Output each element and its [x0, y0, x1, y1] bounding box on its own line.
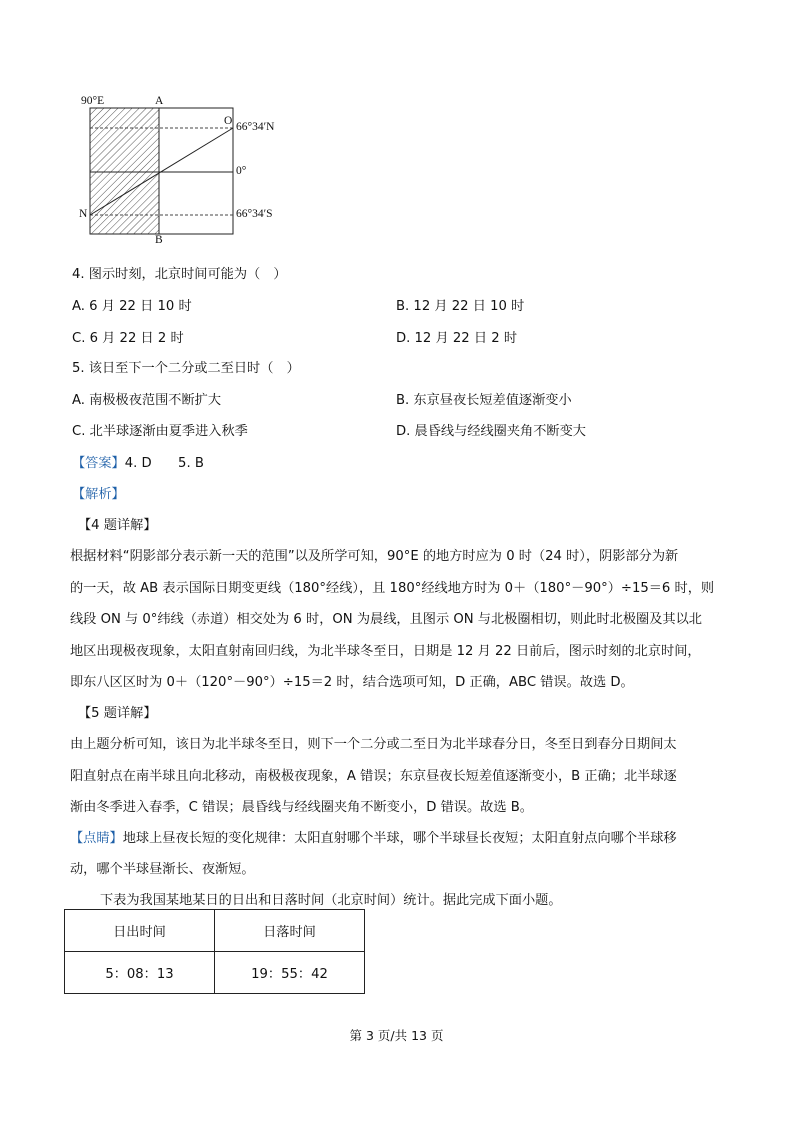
tip-tag: 【点睛】 [70, 831, 123, 846]
q4-option-a: A. 6 月 22 日 10 时 [72, 299, 192, 314]
tip-line2: 动，哪个半球昼渐长、夜渐短。 [70, 862, 255, 877]
q5-option-b: B. 东京昼夜长短差值逐渐变小 [396, 393, 572, 408]
label-O: O [224, 115, 233, 127]
tip-text: 地球上昼夜长短的变化规律：太阳直射哪个半球，哪个半球昼长夜短；太阳直射点向哪个半球移 [122, 831, 677, 846]
q4-option-d: D. 12 月 22 日 2 时 [396, 331, 518, 346]
d5-title: 【5 题详解】 [78, 706, 157, 721]
q4-option-c: C. 6 月 22 日 2 时 [72, 331, 184, 346]
d5-line: 渐由冬季进入春季，C 错误；晨昏线与经线圈夹角不断变小，D 错误。故选 B。 [70, 800, 533, 815]
d4-line: 即东八区区时为 0＋（120°－90°）÷15＝2 时，结合选项可知，D 正确，ABC 错误。故选 D。 [70, 675, 634, 690]
d4-line: 地区出现极夜现象，太阳直射南回归线，为北半球冬至日，日期是 12 月 22 日前后，图示时刻的北京时间， [70, 644, 701, 659]
daylight-diagram [60, 88, 310, 250]
header-sunrise: 日出时间 [65, 910, 215, 952]
tip-line1 [70, 827, 677, 846]
label-66S: 66°34′S [236, 208, 273, 220]
value-sunset: 19：55：42 [215, 952, 365, 994]
d4-line: 的一天，故 AB 表示国际日期变更线（180°经线），且 180°经线地方时为 0＋（180°－90°）÷15＝6 时，则 [70, 581, 715, 596]
label-B: B [155, 234, 163, 246]
label-66N: 66°34′N [236, 121, 275, 133]
label-90E: 90°E [81, 95, 105, 107]
table-row [65, 952, 365, 994]
answer-line [72, 452, 204, 471]
table-row [65, 910, 365, 952]
analysis-tag: 【解析】 [72, 487, 125, 502]
answer-text: 4. D 5. B [124, 456, 204, 471]
sunrise-sunset-table [64, 909, 365, 994]
header-sunset: 日落时间 [215, 910, 365, 952]
q4-stem: 4. 图示时刻，北京时间可能为（ ） [72, 267, 287, 282]
q5-stem: 5. 该日至下一个二分或二至日时（ ） [72, 361, 300, 376]
d4-line: 根据材料“阴影部分表示新一天的范围”以及所学可知，90°E 的地方时应为 0 时（24 时），阴影部分为新 [70, 549, 679, 564]
d5-line: 阳直射点在南半球且向北移动，南极极夜现象，A 错误；东京昼夜长短差值逐渐变小，B 正确；北半球逐 [70, 769, 677, 784]
d4-title: 【4 题详解】 [78, 518, 157, 533]
answer-tag: 【答案】 [72, 456, 125, 471]
label-N: N [79, 208, 88, 220]
d5-line: 由上题分析可知，该日为北半球冬至日，则下一个二分或二至日为北半球春分日，冬至日到春分日期间太 [70, 737, 677, 752]
q5-option-d: D. 晨昏线与经线圈夹角不断变大 [396, 424, 586, 439]
label-0: 0° [236, 165, 247, 177]
page-footer: 第 3 页/共 13 页 [349, 1028, 444, 1043]
q5-option-c: C. 北半球逐渐由夏季进入秋季 [72, 424, 248, 439]
q5-option-a: A. 南极极夜范围不断扩大 [72, 393, 222, 408]
value-sunrise: 5：08：13 [65, 952, 215, 994]
label-A: A [155, 95, 164, 107]
d4-line: 线段 ON 与 0°纬线（赤道）相交处为 6 时，ON 为晨线，且图示 ON 与北极圈相切，则此时北极圈及其以北 [70, 612, 702, 627]
table-intro: 下表为我国某地某日的日出和日落时间（北京时间）统计。据此完成下面小题。 [100, 893, 562, 908]
q4-option-b: B. 12 月 22 日 10 时 [396, 299, 525, 314]
